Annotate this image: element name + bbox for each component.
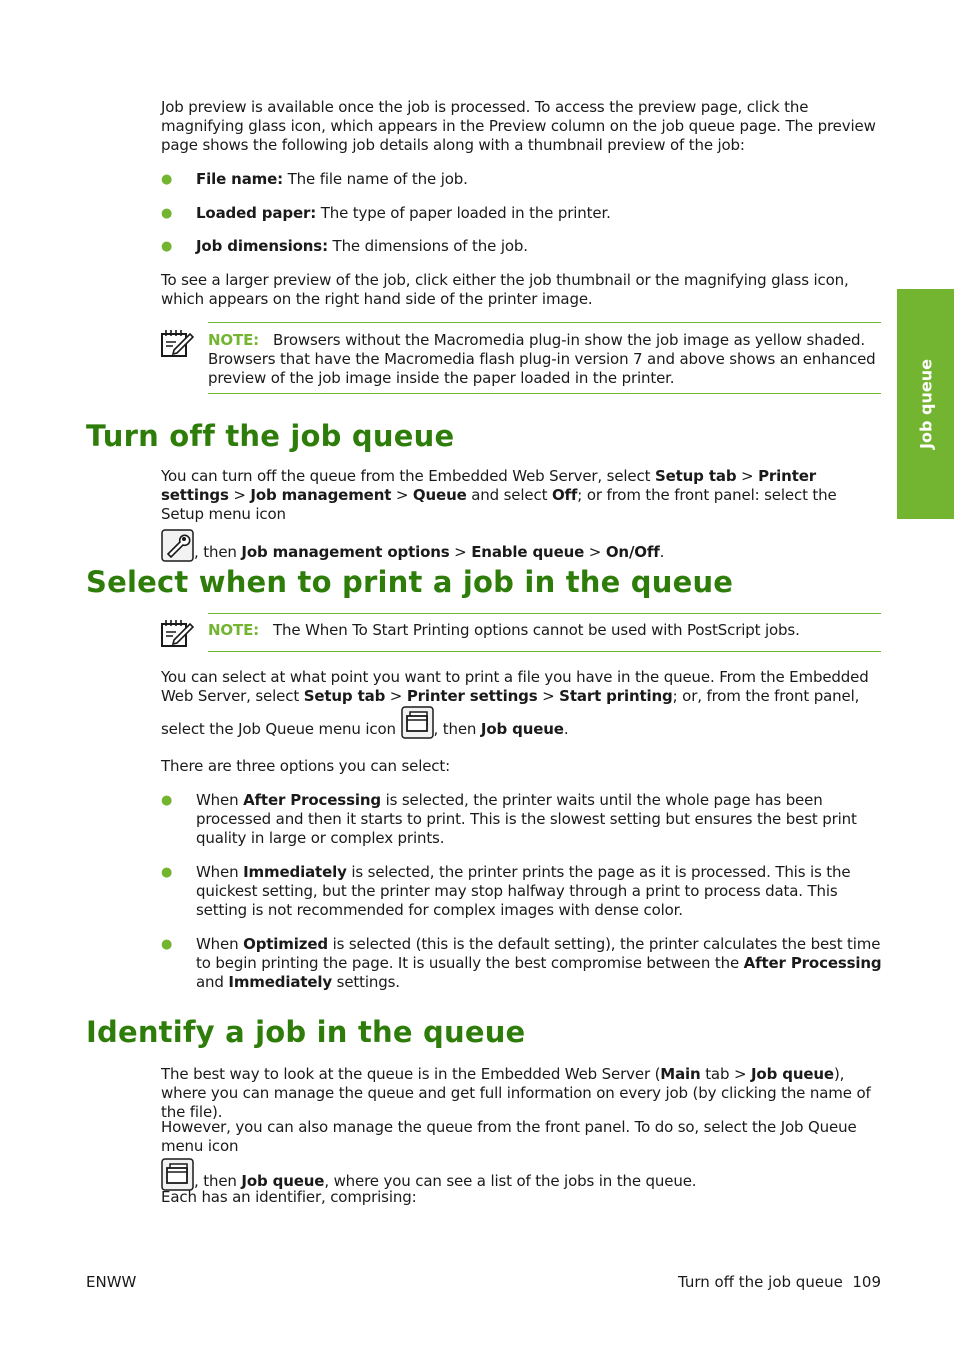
list-item: ● When After Processing is selected, the printer waits until the whole page has been processed and then it starts to print. This is the slowest setting but ensures the best print quality in large or complex prints.: [161, 791, 857, 847]
list-item: ● Job dimensions: The dimensions of the job.: [161, 237, 528, 255]
section1-paragraph: You can turn off the queue from the Embedded Web Server, select Setup tab > Printer settings > Job management > Queue and select Off; or from the front panel: select the Setup menu icon , then Job management options > Enable queue > On/Off.: [161, 467, 837, 561]
section-heading: Select when to print a job in the queue: [86, 565, 734, 599]
footer-right: [678, 1273, 881, 1291]
section2-paragraph-2: There are three options you can select:: [161, 757, 451, 775]
section-heading: Turn off the job queue: [86, 419, 455, 453]
section3-paragraph-2: However, you can also manage the queue from the front panel. To do so, select the Job Queue menu icon , then Job queue, where you can see a list of the jobs in the queue.: [161, 1118, 857, 1190]
bullet-icon: ●: [161, 937, 173, 952]
list-item: ● Loaded paper: The type of paper loaded in the printer.: [161, 204, 611, 222]
bullet-icon: ●: [161, 239, 173, 254]
note-label: NOTE:: [208, 331, 260, 349]
bullet-icon: ●: [161, 865, 173, 880]
note-rule-top: [208, 322, 881, 323]
page-number: 109: [852, 1273, 881, 1291]
note-icon: [160, 326, 194, 360]
note-icon: [160, 616, 194, 650]
intro-paragraph-2: To see a larger preview of the job, click either the job thumbnail or the magnifying glass icon, which appears on the right hand side of the printer image.: [161, 271, 849, 308]
side-tab: [897, 289, 954, 519]
bullet-icon: ●: [161, 793, 173, 808]
note-text: Browsers without the Macromedia plug-in show the job image as yellow shaded. Browsers that have the Macromedia flash plug-in version 7 and above shows an enhanced preview of the job image inside the paper loaded in the printer.: [208, 331, 876, 387]
bullet-icon: ●: [161, 206, 173, 221]
note-rule-top: [208, 613, 881, 614]
section2-paragraph: You can select at what point you want to print a file you have in the queue. From the Embedded Web Server, select Setup tab > Printer settings > Start printing; or, from the front panel, select the Job Queue menu icon , then Job queue.: [161, 668, 869, 738]
intro-paragraph: Job preview is available once the job is processed. To access the preview page, click the magnifying glass icon, which appears in the Preview column on the job queue page. The preview page shows the following job details along with a thumbnail preview of the job:: [161, 98, 876, 154]
note-block: [208, 331, 883, 388]
note-text: The When To Start Printing options cannot be used with PostScript jobs.: [273, 621, 800, 639]
list-item: ● When Immediately is selected, the printer prints the page as it is processed. This is the quickest setting, but the printer may stop halfway through a print to process data. This setting is not recommended for complex images with dense color.: [161, 863, 851, 919]
section-heading: Identify a job in the queue: [86, 1015, 526, 1049]
list-item: ● When Optimized is selected (this is the default setting), the printer calculates the best time to begin printing the page. It is usually the best compromise between the After Processing and Immediately settings.: [161, 935, 882, 991]
list-item: ● File name: The file name of the job.: [161, 170, 468, 188]
note-rule-bottom: [208, 651, 881, 652]
side-tab-label: Job queue: [916, 359, 935, 449]
wrench-icon: [161, 529, 194, 562]
section3-paragraph-3: Each has an identifier, comprising:: [161, 1188, 417, 1206]
footer-left: ENWW: [86, 1273, 137, 1291]
footer-title: Turn off the job queue: [677, 1273, 843, 1291]
section3-paragraph: The best way to look at the queue is in the Embedded Web Server (Main tab > Job queue), where you can manage the queue and get full information on every job (by clicking the name of the file).: [161, 1065, 871, 1121]
bullet-icon: ●: [161, 172, 173, 187]
job-queue-icon: [401, 706, 434, 739]
note-rule-bottom: [208, 393, 881, 394]
note-label: NOTE:: [208, 621, 260, 639]
note-block: [208, 621, 883, 640]
job-queue-icon: [161, 1158, 194, 1191]
